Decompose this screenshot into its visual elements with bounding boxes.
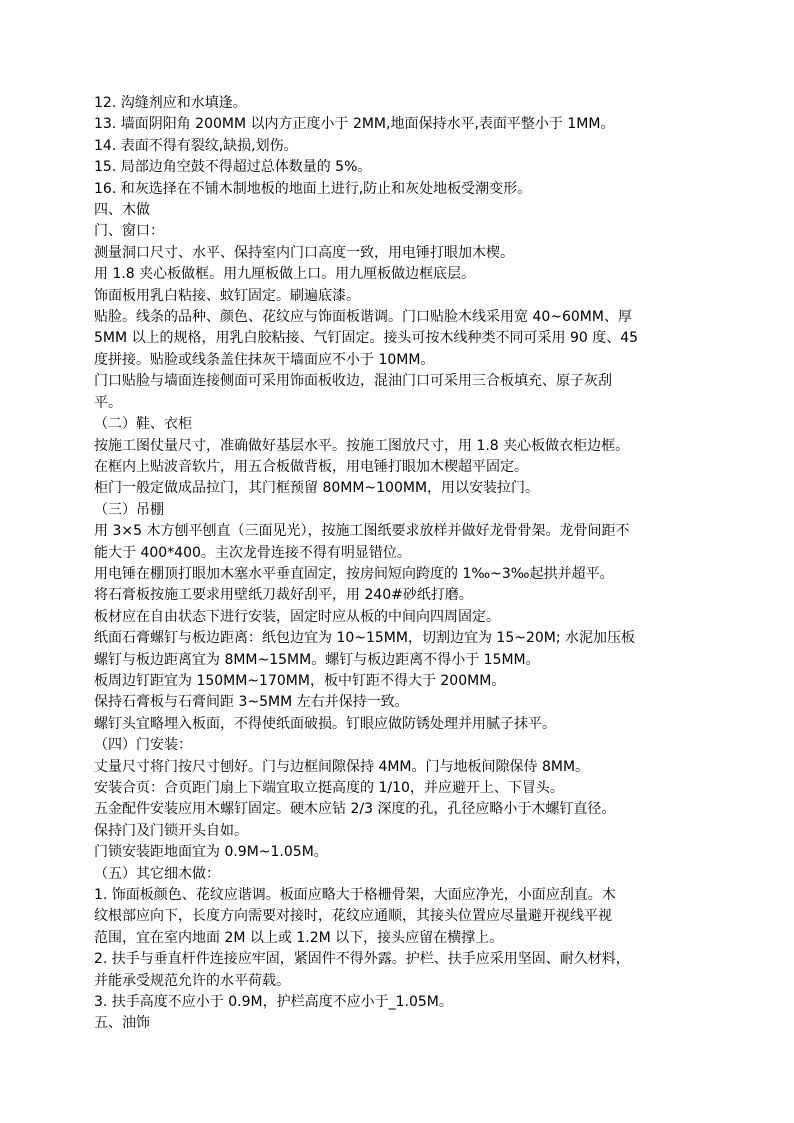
text-line: 在框内上贴波音软片，用五合板做背板，用电锤打眼加木楔超平固定。 [94, 458, 528, 475]
text-line: 纹根部应向下，长度方向需要对接时，花纹应通顺，其接头位置应尽量避开视线平视 [94, 908, 612, 925]
subsection-heading: 门、窗口： [94, 223, 164, 240]
text-line: 并能承受规范允许的水平荷载。 [94, 972, 290, 989]
subsection-heading: （二）鞋、衣柜 [94, 416, 192, 433]
text-line: 门口贴脸与墙面连接侧面可采用饰面板收边，混油门口可采用三合板填充、原子灰刮 [94, 373, 612, 390]
text-line: 门锁安装距地面宜为 0.9M~1.05M。 [94, 844, 328, 861]
text-line: 保持石膏板与石膏间距 3~5MM 左右并保持一致。 [94, 694, 409, 711]
text-line: 平。 [94, 394, 122, 411]
text-line: 13. 墙面阴阳角 200MM 以内方正度小于 2MM,地面保持水平,表面平整小于 1MM。 [94, 116, 615, 133]
text-line: 按施工图仗量尺寸，准确做好基层水平。按施工图放尺寸，用 1.8 夹心板做衣柜边框。 [94, 437, 630, 454]
text-line: 板周边钉距宜为 150MM~170MM，板中钉距不得大于 200MM。 [94, 672, 506, 689]
section-heading: 四、木做 [94, 202, 150, 219]
text-line: 用电锤在棚顶打眼加木塞水平垂直固定，按房间短向跨度的 1‰~3‰起拱并超平。 [94, 565, 614, 582]
text-line: 12. 沟缝剂应和水填逢。 [94, 95, 247, 111]
text-line: 五金配件安装应用木螺钉固定。硬木应钻 2/3 深度的孔，孔径应略小于木螺钉直径。 [94, 801, 616, 818]
text-line: 15. 局部边角空鼓不得超过总体数量的 5%。 [94, 159, 372, 176]
section-heading: 五、油饰 [94, 1015, 150, 1032]
text-line: 柜门一般定做成品拉门，其门框预留 80MM~100MM，用以安装拉门。 [94, 480, 540, 497]
text-line: 14. 表面不得有裂纹,缺损,划伤。 [94, 137, 298, 154]
document-page [94, 93, 700, 1035]
text-line: 保持门及门锁开头自如。 [94, 822, 248, 839]
text-line: 螺钉头宜略埋入板面，不得使纸面破损。钉眼应做防锈处理并用腻子抹平。 [94, 715, 556, 732]
text-line: 安装合页：合页距门扇上下端宜取立挺高度的 1/10，并应避开上、下冒头。 [94, 780, 564, 796]
text-line: 将石膏板按施工要求用壁纸刀裁好刮平，用 240#砂纸打磨。 [94, 587, 473, 604]
subsection-heading: （四）门安装： [94, 737, 192, 754]
text-line: 度拼接。贴脸或线条盖住抹灰干墙面应不小于 10MM。 [94, 351, 435, 368]
text-line: 饰面板用乳白粘接、蚊钉固定。刷遍底漆。 [94, 287, 360, 304]
text-line: 测量洞口尺寸、水平、保持室内门口高度一致，用电锤打眼加木楔。 [94, 244, 514, 261]
text-line: 16. 和灰选择在不铺木制地板的地面上进行,防止和灰处地板受潮变形。 [94, 180, 532, 197]
text-line: 范围，宜在室内地面 2M 以上或 1.2M 以下，接头应留在横撑上。 [94, 929, 504, 946]
text-line: 5MM 以上的规格，用乳白胶粘接、气钉固定。接头可按木线种类不同可采用 90 度、45 [94, 330, 639, 347]
text-line: 丈量尺寸将门按尺寸刨好。门与边框间隙保持 4MM。门与地板间隙保侍 8MM。 [94, 758, 590, 775]
text-line: 贴脸。线条的品种、颜色、花纹应与饰面板谐调。门口贴脸木线采用宽 40~60MM、厚 [94, 309, 632, 326]
text-line: 螺钉与板边距离宜为 8MM~15MM。螺钉与板边距离不得小于 15MM。 [94, 651, 540, 668]
text-line: 3. 扶手高度不应小于 0.9M，护栏高度不应小于_1.05M。 [94, 994, 453, 1011]
subsection-heading: （三）吊棚 [94, 501, 164, 518]
text-line: 板材应在自由状态下进行安装，固定时应从板的中间向四周固定。 [94, 608, 500, 625]
text-line: 纸面石膏螺钉与板边距离：纸包边宜为 10~15MM，切割边宜为 15~20M; 水泥加压板 [94, 630, 636, 647]
text-line: 1. 饰面板颜色、花纹应谐调。板面应略大于格栅骨架，大面应净光，小面应刮直。木 [94, 887, 616, 904]
text-line: 2. 扶手与垂直杆件连接应牢固，紧固件不得外露。护栏、扶手应采用坚固、耐久材料， [94, 951, 630, 968]
text-line: 用 1.8 夹心板做框。用九厘板做上口。用九厘板做边框底层。 [94, 266, 476, 283]
subsection-heading: （五）其它细木做： [94, 865, 220, 882]
text-line: 用 3×5 木方刨平刨直（三面见光），按施工图纸要求放样并做好龙骨骨架。龙骨间距不 [94, 523, 630, 540]
text-line: 能大于 400*400。主次龙骨连接不得有明显错位。 [94, 544, 411, 561]
